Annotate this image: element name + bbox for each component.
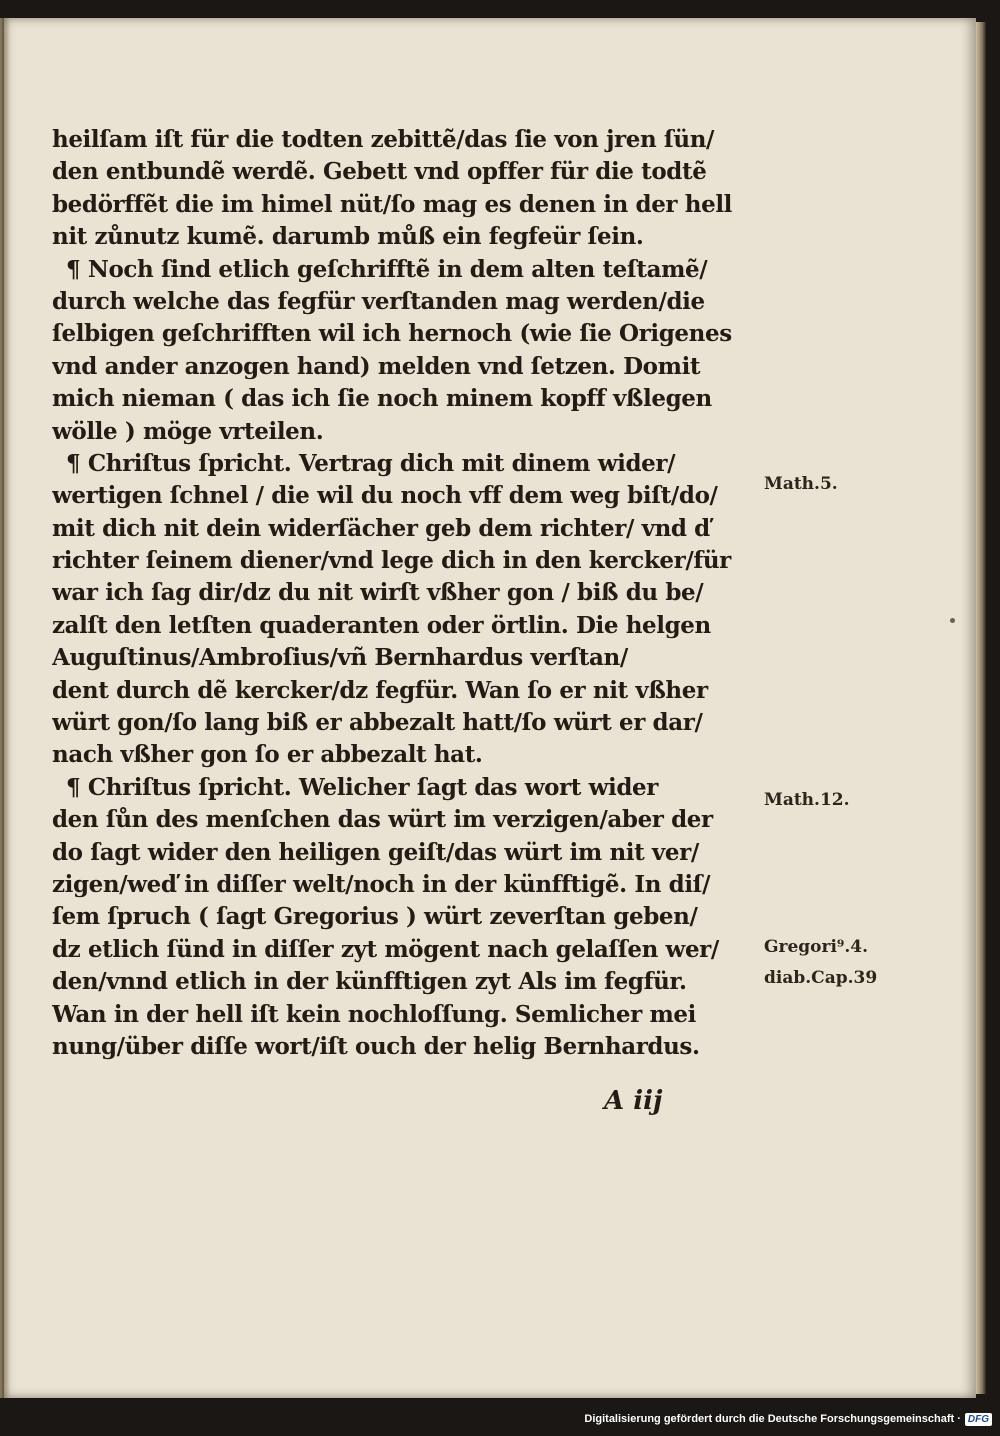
margin-note-math5: Math.5. — [764, 474, 838, 494]
text-line: dent durch dẽ kercker/dz fegfür. Wan ſo er nit vßher — [52, 676, 708, 704]
text-line: do ſagt wider den heiligen geiſt/das würt im nit ver/ — [52, 838, 699, 866]
text-line: ¶ Noch ſind etlich geſchrifftẽ in dem alten teſtamẽ/ — [66, 255, 708, 283]
text-line: Wan in der hell iſt kein nochloſſung. Semlicher mei — [52, 1000, 696, 1028]
margin-note-gregorius: Gregori⁹.4. — [764, 937, 869, 957]
paper-speck — [950, 618, 955, 623]
text-line: ¶ Chriſtus ſpricht. Vertrag dich mit dinem wider/ — [66, 449, 676, 477]
text-line: nit zůnutz kumẽ. darumb můß ein fegfeür ſein. — [52, 223, 644, 251]
text-line: Auguſtinus/Ambroſius/vñ Bernhardus verſtan/ — [52, 644, 628, 672]
text-line: ¶ Chriſtus ſpricht. Welicher ſagt das wort wider — [66, 773, 658, 801]
gutter-shadow — [0, 18, 10, 1398]
margin-note-dialog: diab.Cap.39 — [764, 968, 878, 988]
text-line: durch welche das fegfür verſtanden mag werden/die — [52, 287, 705, 315]
text-line: den/vnnd etlich in der künfftigen zyt Als im fegfür. — [52, 968, 687, 996]
body-text — [52, 124, 762, 1063]
text-line: nach vßher gon ſo er abbezalt hat. — [52, 741, 483, 769]
text-line: mit dich nit dein widerſächer geb dem richter/ vnd ď — [52, 514, 710, 542]
text-line: nung/über diſſe wort/iſt ouch der helig Bernhardus. — [52, 1032, 700, 1060]
text-line: war ich ſag dir/dz du nit wirſt vßher gon / biß du be/ — [52, 579, 704, 607]
text-line: wölle ) möge vrteilen. — [52, 417, 324, 445]
footer-credit — [584, 1405, 992, 1433]
text-line: richter ſeinem diener/vnd lege dich in den kercker/für — [52, 547, 731, 575]
text-line: zalſt den letſten quaderanten oder örtlin. Die helgen — [52, 611, 711, 639]
text-line: zigen/weď in diſſer welt/noch in der künfftigẽ. In diſ/ — [52, 870, 711, 898]
text-line: den entbundẽ werdẽ. Gebett vnd opffer für die todtẽ — [52, 158, 707, 186]
text-line: mich nieman ( das ich ſie noch minem kopff vßlegen — [52, 385, 712, 413]
page-edge — [976, 22, 986, 1394]
margin-note-math12: Math.12. — [764, 790, 850, 810]
text-line: würt gon/ſo lang biß er abbezalt hatt/ſo würt er dar/ — [52, 709, 703, 737]
text-line: bedörffẽt die im himel nüt/ſo mag es denen in der hell — [52, 190, 732, 218]
text-line: den ſůn des menſchen das würt im verzigen/aber der — [52, 806, 713, 834]
signature-mark: A iij — [604, 1086, 663, 1116]
text-line: dz etlich ſünd in diſſer zyt mögent nach gelaſſen wer/ — [52, 935, 719, 963]
text-line: wertigen ſchnel / die wil du noch vff dem weg biſt/do/ — [52, 482, 718, 510]
text-line: ſem ſpruch ( ſagt Gregorius ) würt zeverſtan geben/ — [52, 903, 698, 931]
footer-text: Digitalisierung gefördert durch die Deutsche Forschungsgemeinschaft · — [584, 1413, 961, 1425]
text-line: heilſam iſt für die todten zebittẽ/das ſie von jren ſün/ — [52, 126, 715, 153]
text-line: vnd ander anzogen hand) melden vnd ſetzen. Domit — [52, 352, 701, 380]
dfg-logo-icon: DFG — [965, 1413, 992, 1426]
text-line: ſelbigen geſchrifften wil ich hernoch (wie ſie Origenes — [52, 320, 732, 348]
